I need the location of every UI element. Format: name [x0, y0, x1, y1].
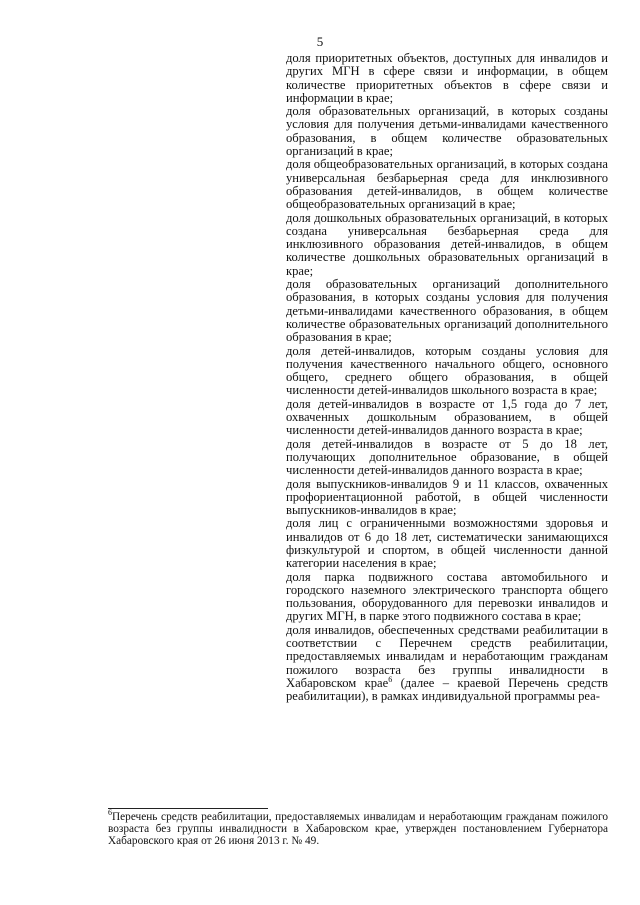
paragraph: доля детей-инвалидов в возрасте от 1,5 года до 7 лет, охваченных дошкольным образованием, в общей численности детей-инвалидов данного возраста в крае; — [286, 396, 608, 438]
paragraph: доля выпускников-инвалидов 9 и 11 классов, охваченных профориентационной работой, в общей численности выпускников-инвалидов в крае; — [286, 476, 608, 518]
paragraph: доля парка подвижного состава автомобильного и городского наземного электрического транспорта общего пользования, оборудованного для перевозки инвалидов и других МГН, в парке этого подвижного состава в крае; — [286, 569, 608, 624]
paragraph-text-continued: (далее – краевой Перечень средств реабилитации), в рамках индивидуальной программы реа- — [286, 675, 608, 704]
page-number: 5 — [316, 34, 324, 49]
paragraph: доля детей-инвалидов, которым созданы условия для получения качественного начального общего, основного общего, среднего общего образования, в общей численности детей-инвалидов школьного возраста в крае; — [286, 343, 608, 398]
footnote-text: Перечень средств реабилитации, предоставляемых инвалидам и неработающим гражданам пожилого возраста без группы инвалидности в Хабаровском крае, утвержден постановлением Губернатора Хабаровского края от 26 июня 2013 г. № 49. — [108, 811, 608, 847]
main-text-column — [286, 52, 608, 704]
paragraph: доля лиц с ограниченными возможностями здоровья и инвалидов от 6 до 18 лет, систематически занимающихся физкультурой и спортом, в общей численности данной категории населения в крае; — [286, 516, 608, 571]
paragraph: доля общеобразовательных организаций, в которых создана универсальная безбарьерная среда для инклюзивного образования детей-инвалидов, в общем количестве общеобразовательных организаций в крае; — [286, 157, 608, 212]
paragraph: доля детей-инвалидов в возрасте от 5 до 18 лет, получающих дополнительное образование, в общей численности детей-инвалидов данного возраста в крае; — [286, 436, 608, 478]
paragraph: доля образовательных организаций, в которых созданы условия для получения детьми-инвалидами качественного образования, в общем количестве образовательных организаций в крае; — [286, 104, 608, 159]
paragraph: доля образовательных организаций дополнительного образования, в которых созданы условия для получения детьми-инвалидами качественного образования, в общем количестве образовательных организаций дополнительного образования в крае; — [286, 277, 608, 345]
paragraph: доля приоритетных объектов, доступных для инвалидов и других МГН в сфере связи и информации, в общем количестве приоритетных объектов в сфере связи и информации в крае; — [286, 51, 608, 105]
paragraph-text: доля инвалидов, обеспеченных средствами реабилитации в соответствии с Перечнем средств реабилитации, предоставляемых инвалидам и неработающим гражданам пожилого возраста без группы инвалидности в Хабаровском крае — [286, 622, 608, 690]
footnote — [108, 808, 608, 848]
footnote-reference[interactable]: 6 — [388, 674, 393, 684]
paragraph-with-footnote-ref — [286, 624, 608, 704]
paragraph: доля дошкольных образовательных организаций, в которых создана универсальная безбарьерная среда для инклюзивного образования детей-инвалидов, в общем количестве дошкольных образовательных организаций в крае; — [286, 210, 608, 278]
footnote-separator — [108, 808, 268, 809]
footnote-mark: 6 — [108, 808, 112, 818]
